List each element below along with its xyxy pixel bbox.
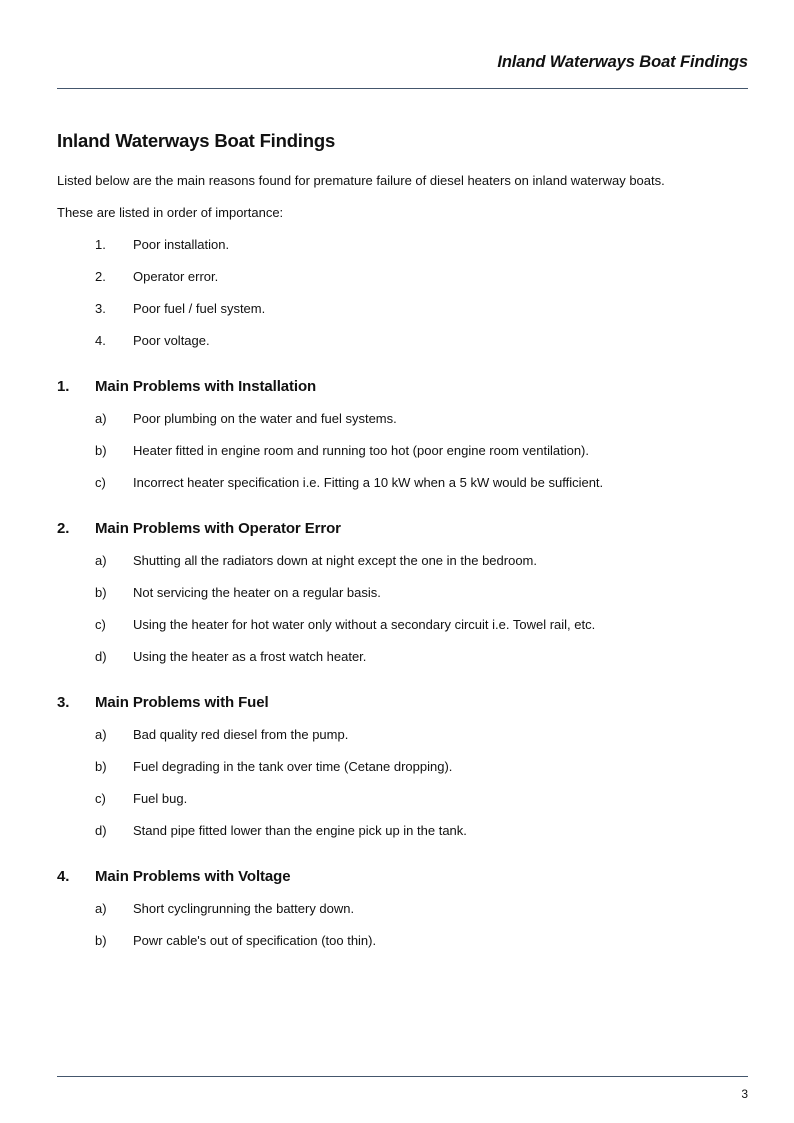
list-item	[57, 333, 748, 349]
section-title: Main Problems with Operator Error	[95, 520, 341, 537]
operator-error-problem-list	[57, 553, 748, 665]
section-heading-voltage	[57, 868, 748, 886]
list-item-text: Short cyclingrunning the battery down.	[133, 901, 355, 916]
list-item-text: Bad quality red diesel from the pump.	[133, 727, 349, 742]
list-item	[57, 901, 748, 917]
list-item-marker: 4.	[95, 333, 106, 348]
importance-list	[57, 237, 748, 349]
list-item	[57, 759, 748, 775]
list-item-text: Poor voltage.	[133, 333, 210, 348]
list-item-text: Fuel degrading in the tank over time (Cetane dropping).	[133, 759, 453, 774]
list-item-marker: b)	[95, 585, 107, 600]
list-item-text: Stand pipe fitted lower than the engine pick up in the tank.	[133, 823, 467, 838]
list-item-text: Shutting all the radiators down at night except the one in the bedroom.	[133, 553, 537, 568]
section-title: Main Problems with Voltage	[95, 868, 291, 885]
list-item-marker: d)	[95, 649, 107, 664]
list-item-marker: b)	[95, 759, 107, 774]
list-item	[57, 475, 748, 491]
list-item-marker: c)	[95, 617, 106, 632]
list-item	[57, 823, 748, 839]
list-item	[57, 237, 748, 253]
list-item	[57, 585, 748, 601]
section-title: Main Problems with Fuel	[95, 694, 269, 711]
section-heading-installation	[57, 378, 748, 396]
section-number: 3.	[57, 694, 70, 711]
list-item	[57, 933, 748, 949]
installation-problem-list	[57, 411, 748, 491]
list-item-text: Fuel bug.	[133, 791, 188, 806]
list-item-marker: c)	[95, 475, 106, 490]
list-item-marker: a)	[95, 553, 107, 568]
intro-paragraph: Listed below are the main reasons found for premature failure of diesel heaters on inland waterway boats.	[57, 173, 665, 188]
order-note: These are listed in order of importance:	[57, 205, 284, 220]
page-title: Inland Waterways Boat Findings	[57, 130, 336, 151]
section-heading-operator-error	[57, 520, 748, 538]
list-item	[57, 617, 748, 633]
section-number: 2.	[57, 520, 70, 537]
list-item-marker: 1.	[95, 237, 106, 252]
header-divider	[57, 88, 748, 89]
list-item-marker: d)	[95, 823, 107, 838]
section-title: Main Problems with Installation	[95, 378, 317, 395]
voltage-problem-list	[57, 901, 748, 949]
list-item	[57, 649, 748, 665]
list-item	[57, 269, 748, 285]
page-number: 3	[741, 1087, 748, 1101]
list-item-text: Poor fuel / fuel system.	[133, 301, 266, 316]
list-item-text: Operator error.	[133, 269, 219, 284]
footer-divider	[57, 1076, 748, 1077]
list-item-text: Using the heater for hot water only without a secondary circuit i.e. Towel rail, etc.	[133, 617, 596, 632]
list-item-text: Using the heater as a frost watch heater.	[133, 649, 367, 664]
list-item-marker: b)	[95, 933, 107, 948]
list-item-text: Heater fitted in engine room and running too hot (poor engine room ventilation).	[133, 443, 590, 458]
list-item	[57, 791, 748, 807]
section-number: 4.	[57, 868, 70, 885]
list-item-marker: 2.	[95, 269, 106, 284]
list-item	[57, 553, 748, 569]
document-body	[57, 127, 748, 949]
section-heading-fuel	[57, 694, 748, 712]
list-item-text: Incorrect heater specification i.e. Fitting a 10 kW when a 5 kW would be sufficient.	[133, 475, 604, 490]
running-header-title: Inland Waterways Boat Findings	[497, 53, 748, 71]
list-item-marker: a)	[95, 727, 107, 742]
fuel-problem-list	[57, 727, 748, 839]
list-item-marker: a)	[95, 411, 107, 426]
list-item-text: Not servicing the heater on a regular basis.	[133, 585, 381, 600]
list-item-marker: b)	[95, 443, 107, 458]
list-item	[57, 443, 748, 459]
list-item-text: Poor plumbing on the water and fuel systems.	[133, 411, 397, 426]
list-item-marker: 3.	[95, 301, 106, 316]
list-item-marker: c)	[95, 791, 106, 806]
list-item-text: Powr cable's out of specification (too thin).	[133, 933, 377, 948]
list-item	[57, 411, 748, 427]
section-number: 1.	[57, 378, 70, 395]
list-item	[57, 301, 748, 317]
list-item	[57, 727, 748, 743]
list-item-marker: a)	[95, 901, 107, 916]
list-item-text: Poor installation.	[133, 237, 230, 252]
